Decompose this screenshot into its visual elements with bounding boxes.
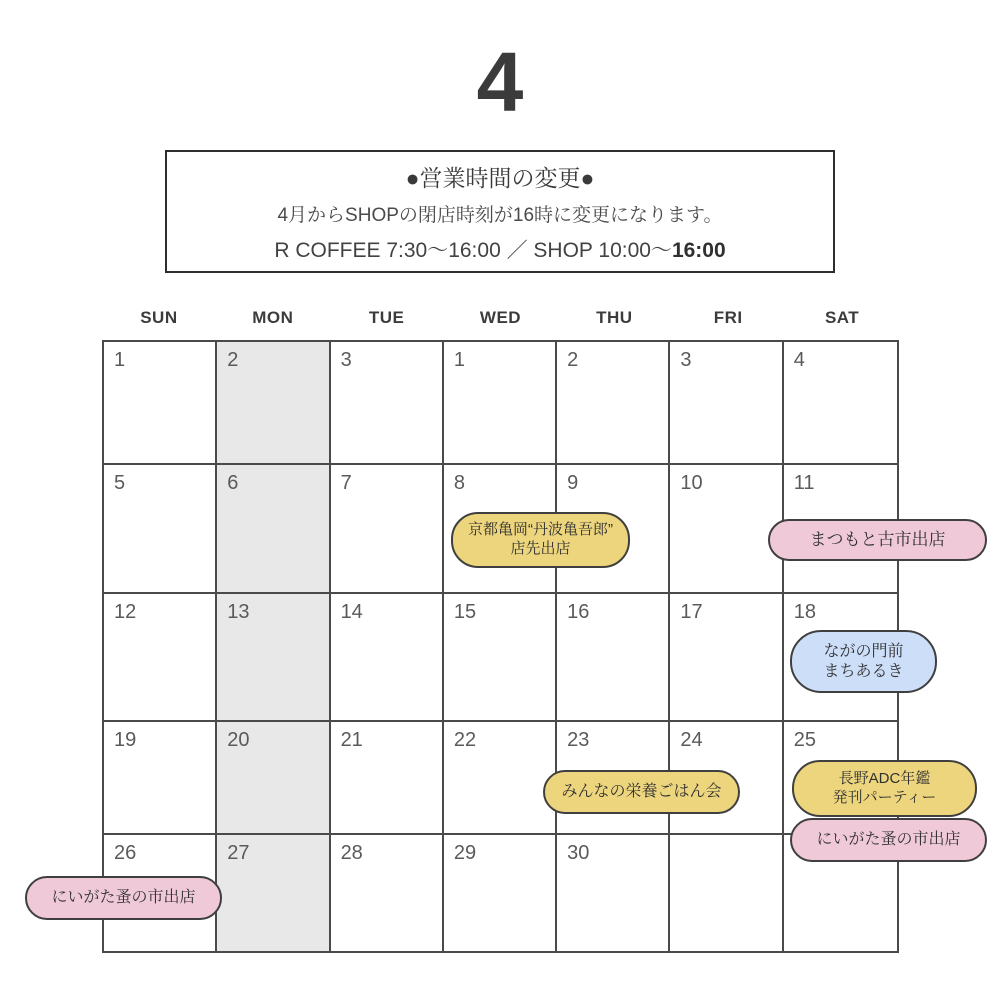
event-label-line: 店先出店: [510, 540, 571, 557]
weekday-label-thu: THU: [596, 308, 633, 327]
day-number: 7: [340, 472, 352, 494]
calendar-cell-day-12-r3: [104, 594, 217, 722]
event-label-line: にいがた蚤の市出店: [816, 831, 961, 848]
calendar-cell-day-20-r4: [217, 722, 330, 835]
calendar-cell-day-2-r1: [557, 342, 670, 465]
calendar-cell-day-3-r1: [331, 342, 444, 465]
day-number: 23: [567, 729, 590, 751]
calendar-cell-day-29-r5: [444, 835, 557, 951]
event-label-line: まちあるき: [823, 662, 904, 680]
day-number: 9: [567, 472, 579, 494]
day-number: 13: [227, 601, 250, 623]
event-label-line: まつもと古市出店: [809, 530, 946, 550]
notice-hours-normal: R COFFEE 7:30〜16:00 ／ SHOP 10:00〜: [274, 238, 672, 262]
day-number: 24: [680, 729, 703, 751]
calendar-cell-day-3-r1: [670, 342, 783, 465]
weekday-label-tue: TUE: [368, 308, 405, 327]
event-label-line: にいがた蚤の市出店: [51, 889, 196, 906]
calendar-grid: [102, 340, 899, 953]
day-number: 18: [793, 601, 816, 623]
day-number: 6: [227, 472, 239, 494]
calendar-cell-day-28-r5: [331, 835, 444, 951]
notice-body: 4月からSHOPの閉店時刻が16時に変更になります。: [277, 204, 723, 226]
day-number: 2: [567, 349, 579, 371]
day-number: 12: [114, 601, 137, 623]
event-label-line: ながの門前: [823, 642, 904, 660]
weekday-label-mon: MON: [252, 308, 294, 327]
event-badge-nagano-monzen-machiaruki: [790, 630, 937, 693]
weekday-header-row: [102, 303, 899, 333]
calendar-cell-day-19-r4: [104, 722, 217, 835]
event-label-line: 長野ADC年鑑: [838, 769, 931, 787]
day-number: 3: [680, 349, 692, 371]
notice-heading: ●営業時間の変更●: [405, 164, 595, 191]
event-badge-niigata-nominoichi-26: [25, 876, 222, 920]
notice-hours: [274, 234, 725, 264]
calendar-cell-day-7-r2: [331, 465, 444, 594]
event-label-line: みんなの栄養ごはん会: [561, 783, 722, 800]
day-number: 17: [680, 601, 703, 623]
day-number: 19: [114, 729, 137, 751]
day-number: 21: [340, 729, 363, 751]
event-badge-matsumoto-furuichi: [768, 519, 987, 561]
day-number: 2: [227, 349, 239, 371]
calendar-cell-day-10-r2: [670, 465, 783, 594]
calendar-cell-day-1-r1: [444, 342, 557, 465]
day-number: 28: [340, 842, 363, 864]
calendar-cell-day-17-r3: [670, 594, 783, 722]
day-number: 5: [114, 472, 126, 494]
day-number: 14: [340, 601, 363, 623]
day-number: 27: [227, 842, 250, 864]
calendar-cell-day-15-r3: [444, 594, 557, 722]
business-hours-notice-box: [165, 150, 835, 273]
weekday-label-wed: WED: [479, 308, 522, 327]
day-number: 26: [114, 842, 137, 864]
day-number: 8: [453, 472, 465, 494]
calendar-cell-day-21-r4: [331, 722, 444, 835]
day-number: 1: [114, 349, 126, 371]
calendar-cell-day-6-r2: [217, 465, 330, 594]
calendar-cell-day-30-r5: [557, 835, 670, 951]
calendar-cell-day-14-r3: [331, 594, 444, 722]
calendar-cell-day-13-r3: [217, 594, 330, 722]
day-number: 1: [453, 349, 465, 371]
event-label-line: 京都亀岡“丹波亀吾郎”: [468, 521, 613, 539]
day-number: 10: [680, 472, 703, 494]
event-label-line: 発刊パーティー: [832, 788, 937, 806]
calendar-cell-day-16-r3: [557, 594, 670, 722]
event-badge-minna-no-eiyo-gohankai: [543, 770, 740, 814]
day-number: 20: [227, 729, 250, 751]
day-number: 16: [567, 601, 590, 623]
calendar-cell-day-5-r2: [104, 465, 217, 594]
weekday-label-fri: FRI: [713, 308, 743, 327]
day-number: 4: [793, 349, 805, 371]
calendar-cell-day-4-r1: [784, 342, 897, 465]
event-badge-nagano-adc-nenkan-party: [792, 760, 977, 817]
month-title: 4: [476, 34, 524, 129]
calendar-cell-day-1-r1: [104, 342, 217, 465]
notice-hours-bold: 16:00: [671, 238, 726, 262]
day-number: 11: [793, 472, 815, 494]
weekday-label-sun: SUN: [140, 308, 178, 327]
day-number: 25: [793, 729, 816, 751]
calendar-cell-empty: [670, 835, 783, 951]
calendar-cell-day-2-r1: [217, 342, 330, 465]
day-number: 22: [453, 729, 477, 751]
weekday-label-sat: SAT: [824, 308, 860, 327]
event-badge-niigata-nominoichi-25: [790, 818, 987, 862]
day-number: 29: [453, 842, 477, 864]
calendar-cell-day-27-r5: [217, 835, 330, 951]
day-number: 3: [340, 349, 352, 371]
day-number: 30: [567, 842, 590, 864]
day-number: 15: [453, 601, 477, 623]
calendar-cell-day-22-r4: [444, 722, 557, 835]
event-badge-kyoto-kameoka-tanba-kamegoro: [451, 512, 630, 568]
